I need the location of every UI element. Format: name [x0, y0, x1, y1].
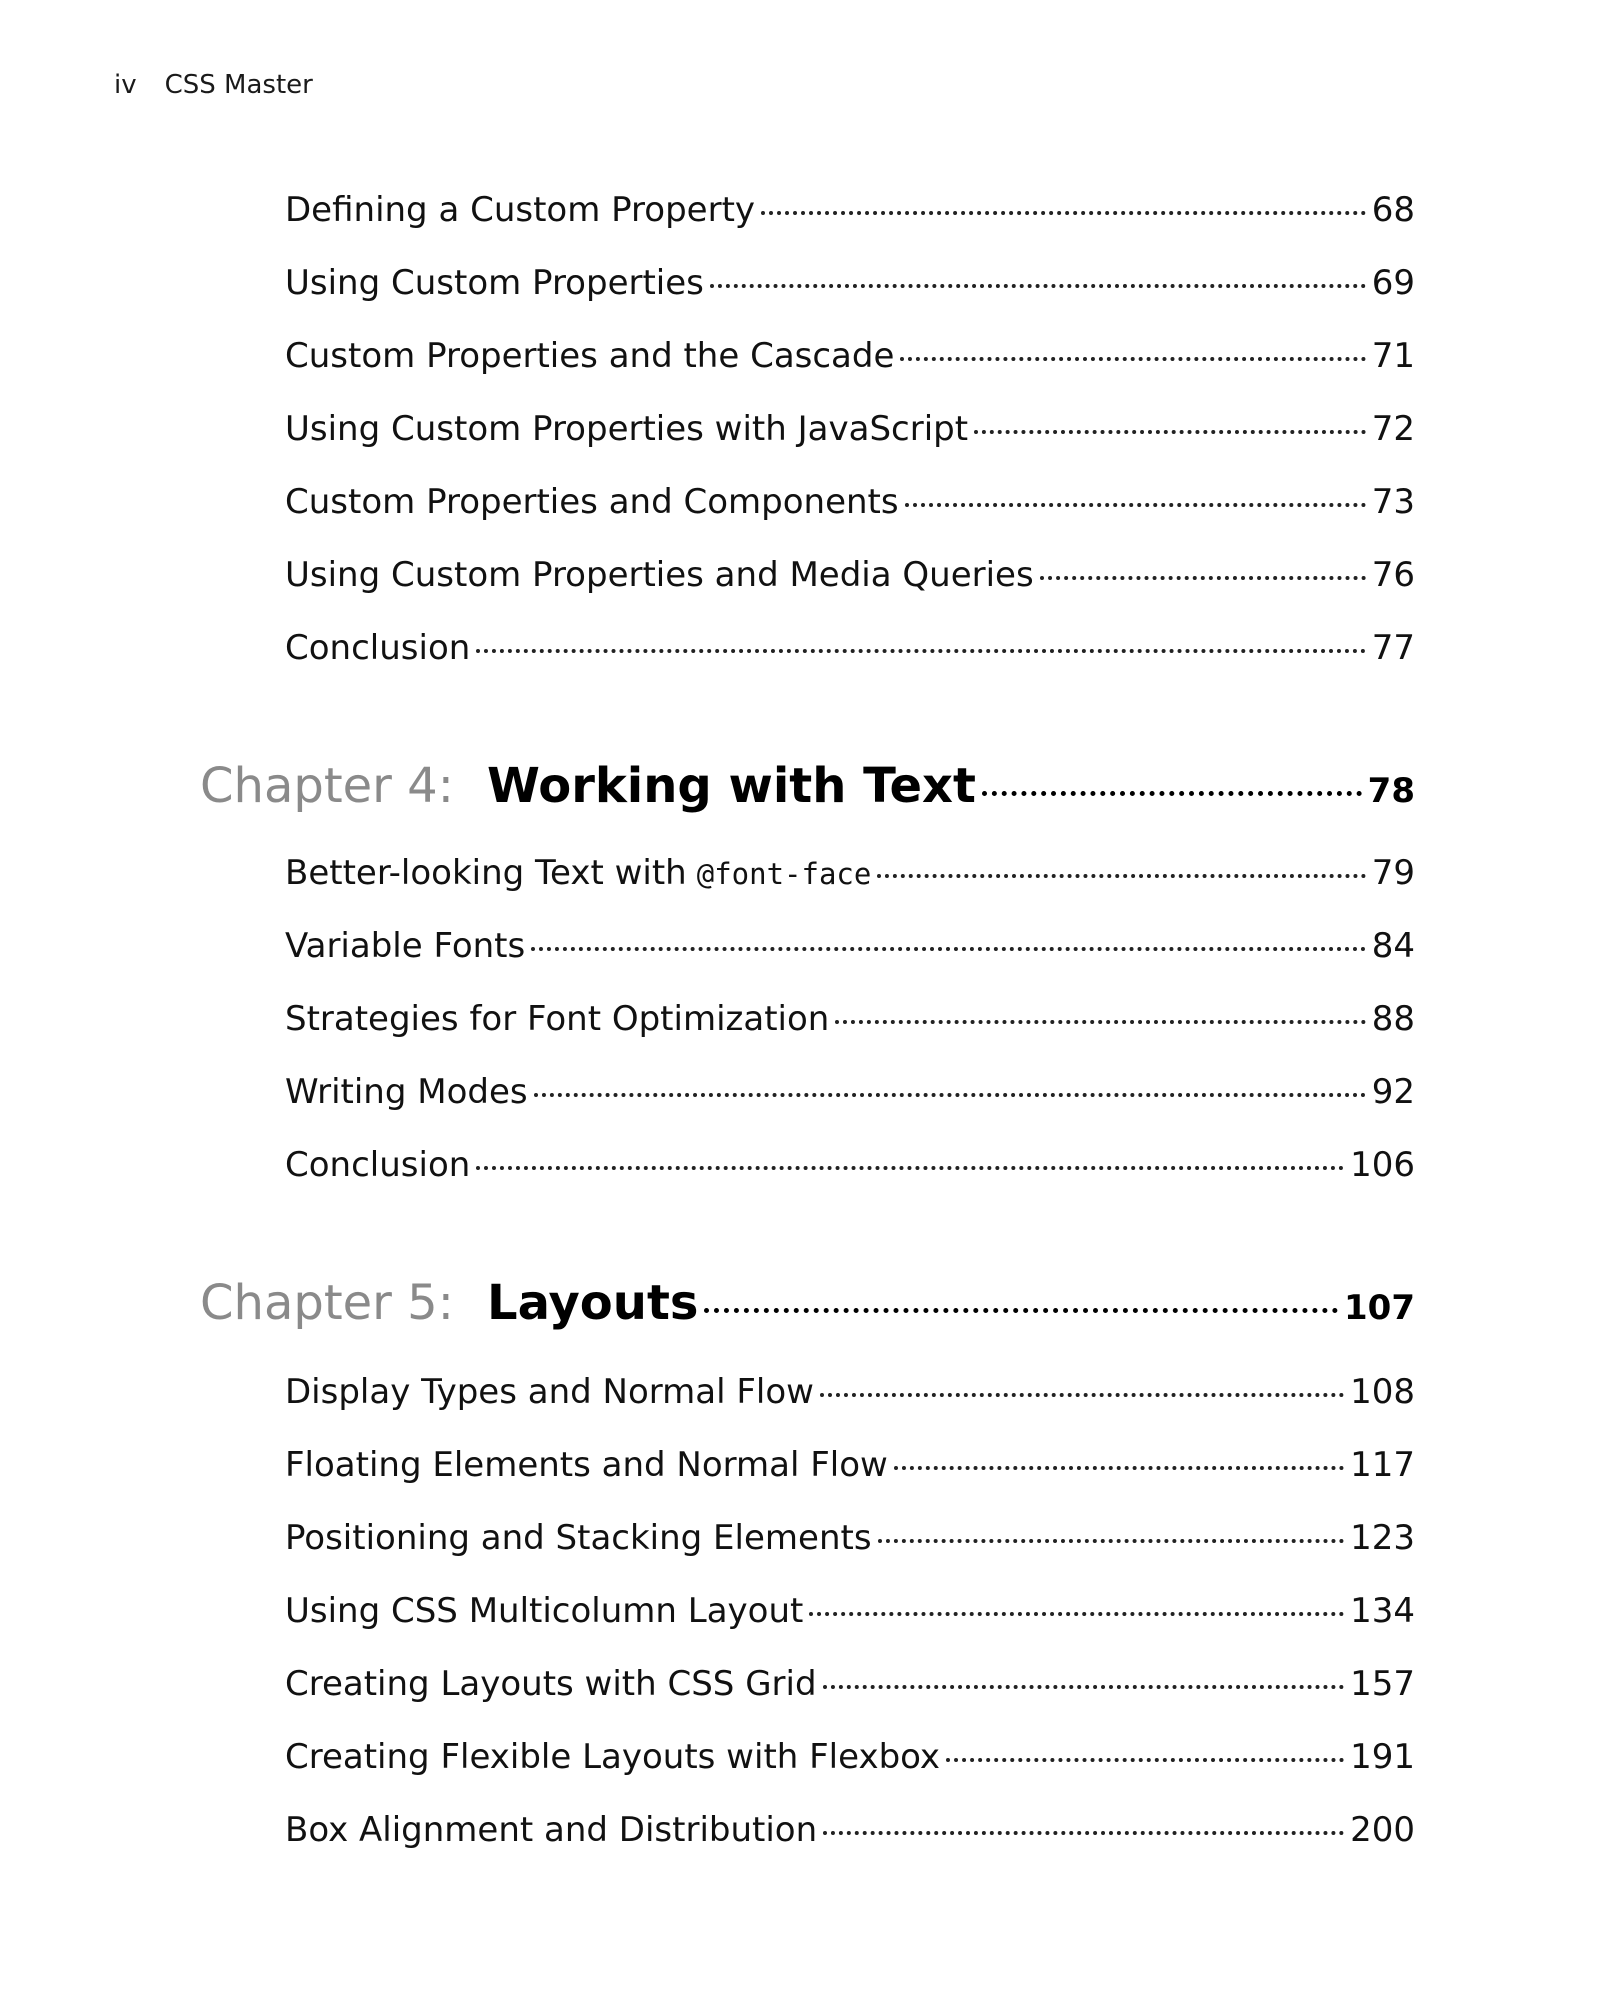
toc-entry-title: Variable Fonts: [285, 926, 526, 966]
toc-entry[interactable]: [285, 1072, 1415, 1112]
dot-leader: [905, 503, 1366, 507]
page-folio: iv: [114, 70, 137, 100]
toc-entry[interactable]: [285, 628, 1415, 668]
toc-entry-page: 88: [1371, 999, 1415, 1039]
toc-entry-title: Using Custom Properties with JavaScript: [285, 409, 969, 449]
dot-leader: [820, 1393, 1344, 1397]
toc-entry[interactable]: [285, 1445, 1415, 1485]
chapter-heading[interactable]: [200, 758, 1415, 814]
dot-leader: [835, 1020, 1365, 1024]
dot-leader: [1040, 576, 1366, 580]
chapter-page: 78: [1367, 771, 1415, 811]
dot-leader: [531, 947, 1366, 951]
chapter-page: 107: [1344, 1288, 1415, 1328]
toc-entry-title: Conclusion: [285, 1145, 471, 1185]
toc-entry[interactable]: [285, 555, 1415, 595]
dot-leader: [761, 211, 1366, 215]
toc-entry-page: 79: [1371, 853, 1415, 893]
chapter-label: Chapter 5:: [200, 1275, 454, 1331]
toc-entry-page: 76: [1371, 555, 1415, 595]
toc-entry-title: Defining a Custom Property: [285, 190, 756, 230]
chapter-label: Chapter 4:: [200, 758, 454, 814]
toc-entry[interactable]: [285, 482, 1415, 522]
toc-entry-title: Custom Properties and the Cascade: [285, 336, 895, 376]
dot-leader: [534, 1093, 1366, 1097]
toc-entry[interactable]: [285, 1518, 1415, 1558]
dot-leader: [476, 1166, 1344, 1170]
toc-entry-title: Strategies for Font Optimization: [285, 999, 830, 1039]
dot-leader: [710, 284, 1366, 288]
toc-entry-page: 157: [1350, 1664, 1415, 1704]
toc-entry[interactable]: [285, 263, 1415, 303]
toc-entry-page: 84: [1371, 926, 1415, 966]
chapter-title: Working with Text: [487, 758, 976, 814]
toc-entry[interactable]: [285, 1591, 1415, 1631]
dot-leader: [878, 1539, 1345, 1543]
chapter-title: Layouts: [487, 1275, 699, 1331]
toc-entry[interactable]: [285, 1810, 1415, 1850]
toc-entry[interactable]: [285, 336, 1415, 376]
toc-entry-page: 123: [1350, 1518, 1415, 1558]
toc-entry-title: Using Custom Properties and Media Queries: [285, 555, 1034, 595]
toc-entry-title: Writing Modes: [285, 1072, 528, 1112]
toc-entry-page: 108: [1350, 1372, 1415, 1412]
toc-entry-title-text: Better-looking Text with: [285, 853, 687, 893]
toc-entry-page: 77: [1371, 628, 1415, 668]
toc-entry-page: 117: [1350, 1445, 1415, 1485]
dot-leader: [704, 1308, 1338, 1313]
toc-entry-page: 68: [1371, 190, 1415, 230]
toc-entry-code: @font-face: [696, 857, 872, 891]
toc-entry-title: Creating Layouts with CSS Grid: [285, 1664, 817, 1704]
toc-entry[interactable]: [285, 1372, 1415, 1412]
toc-entry-title: Positioning and Stacking Elements: [285, 1518, 872, 1558]
toc-entry-title: [285, 853, 871, 893]
toc-entry-title: Using Custom Properties: [285, 263, 704, 303]
dot-leader: [476, 649, 1365, 653]
toc-entry[interactable]: [285, 409, 1415, 449]
toc-entry-title: Conclusion: [285, 628, 471, 668]
toc-entry-page: 191: [1350, 1737, 1415, 1777]
dot-leader: [900, 357, 1365, 361]
toc-entry[interactable]: [285, 190, 1415, 230]
dot-leader: [946, 1758, 1344, 1762]
toc-entry[interactable]: [285, 926, 1415, 966]
toc-entry-page: 69: [1371, 263, 1415, 303]
toc-entry-page: 71: [1371, 336, 1415, 376]
toc-entry-page: 72: [1371, 409, 1415, 449]
dot-leader: [823, 1685, 1345, 1689]
dot-leader: [809, 1612, 1344, 1616]
toc-entry-title: Creating Flexible Layouts with Flexbox: [285, 1737, 941, 1777]
toc-entry-title: Using CSS Multicolumn Layout: [285, 1591, 804, 1631]
toc-entry-page: 200: [1350, 1810, 1415, 1850]
chapter-heading[interactable]: [200, 1275, 1415, 1331]
dot-leader: [823, 1831, 1344, 1835]
toc-entry-page: 92: [1371, 1072, 1415, 1112]
book-title: CSS Master: [164, 70, 313, 100]
toc-entry[interactable]: [285, 1664, 1415, 1704]
toc-entry[interactable]: [285, 1737, 1415, 1777]
toc-entry[interactable]: [285, 853, 1415, 893]
toc-entry[interactable]: [285, 999, 1415, 1039]
toc-entry-page: 134: [1350, 1591, 1415, 1631]
toc-entry-title: Custom Properties and Components: [285, 482, 899, 522]
dot-leader: [974, 430, 1366, 434]
dot-leader: [877, 874, 1365, 878]
toc-entry[interactable]: [285, 1145, 1415, 1185]
toc-entry-page: 106: [1350, 1145, 1415, 1185]
dot-leader: [894, 1466, 1344, 1470]
toc-entry-title: Box Alignment and Distribution: [285, 1810, 818, 1850]
toc-entry-title: Floating Elements and Normal Flow: [285, 1445, 888, 1485]
dot-leader: [982, 791, 1362, 796]
toc-entry-title: Display Types and Normal Flow: [285, 1372, 814, 1412]
running-header: [114, 70, 313, 100]
toc-entry-page: 73: [1371, 482, 1415, 522]
